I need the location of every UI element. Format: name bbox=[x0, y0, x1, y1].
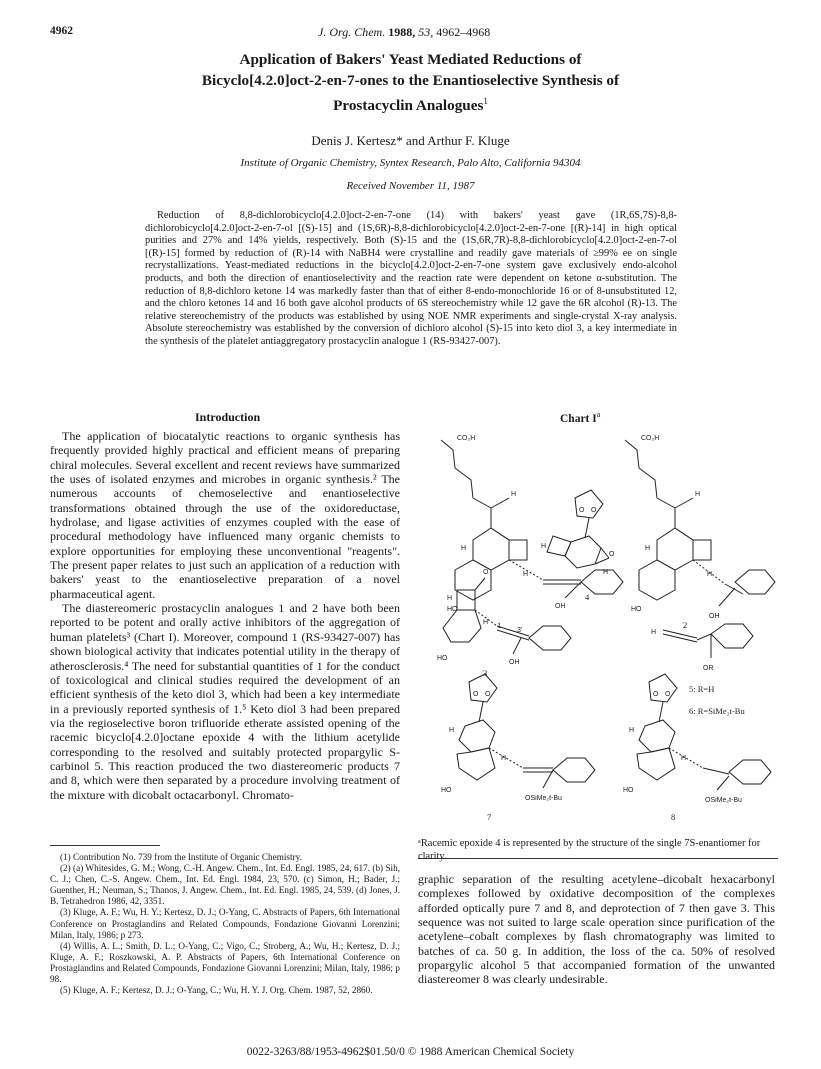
label-h-1b: H bbox=[461, 545, 467, 552]
label-h-7a: H bbox=[449, 727, 455, 734]
compound-number-6: 6: R=SiMe₂t-Bu bbox=[689, 706, 745, 716]
footnote-4: (4) Willis, A. L.; Smith, D. L.; O-Yang, C.; Vigo, C.; Stroberg, A.; Wu, H.; Kertesz, D. J.; Kluge, A. F.; Roszkowski, A. P. Abstracts of Papers, 6th International Conference on Prostaglandins and Related Compounds, Fondazione Giovanni Lorenzini; Milan, Italy, 1986; p 98. bbox=[50, 940, 400, 985]
compound-number-5: 5: R=H bbox=[689, 684, 715, 694]
intro-paragraph-2: The diastereomeric prostacyclin analogues 1 and 2 have both been reported to be potent and orally active inhibitors of the aggregation of human platelets³ (Chart I). Moreover, compound 1 (RS-93427-007) has shown biological activity that indicates potential utility in the therapy of atherosclerosis.⁴ The need for substantial quantities of 1 for the conduct of toxicological and clinical studies required the development of an efficient synthesis of the keto diol 3, which had been a key intermediate in a previously reported synthesis of 1.⁵ Keto diol 3 had been prepared via the regioselective boron trifluoride etherate assisted opening of the racemic bicyclo[4.2.0]octane epoxide 4 with the lithium acetylide corresponding to the resolved and suitably protected propargylic S-carbinol 5. This reaction produced the two diastereomeric products 7 and 8, which were then separated by a procedure involving treatment of the mixture with dicobalt octacarbonyl. Chromato- bbox=[50, 601, 400, 802]
label-ho-8: HO bbox=[623, 787, 634, 794]
label-ho-3: HO bbox=[437, 655, 448, 662]
title-line-2: Bicyclo[4.2.0]oct-2-en-7-ones to the Enantioselective Synthesis of bbox=[201, 72, 620, 89]
label-oh-2: OH bbox=[709, 613, 720, 620]
footnote-2: (2) (a) Whitesides, G. M.; Wong, C.-H. Angew. Chem., Int. Ed. Engl. 1985, 24, 617. (b) Sih, C. J.; Chen, C.-S. Angew. Chem., Int. Ed. Engl. 1984, 23, 570. (c) Simon, H.; Bader, J.; Guenther, H.; Neuman, S.; Thanos, J. Angew. Chem., Int. Ed. Engl. 1985, 24, 539. (d) Jones, J. B. Tetrahedron 1986, 42, 3351. bbox=[50, 863, 400, 907]
label-osi-8: OSiMe₂t-Bu bbox=[705, 797, 742, 804]
journal-pages: 4962–4968 bbox=[436, 25, 491, 39]
label-h-7b: H bbox=[501, 755, 507, 762]
structure-2 bbox=[625, 440, 775, 606]
compound-number-8: 8 bbox=[671, 812, 676, 822]
label-o-7a: O bbox=[473, 691, 479, 698]
footnote-divider bbox=[50, 845, 160, 846]
title-line-1: Application of Bakers' Yeast Mediated Reductions of bbox=[239, 51, 582, 68]
footnote-3: (3) Kluge, A. F.; Wu, H. Y.; Kertesz, D. J.; O-Yang, C. Abstracts of Papers, 6th International Conference on Prostaglandins and Related Compounds, Fondazione Giovanni Lorenzini; Milan, Italy, 1986; p 273. bbox=[50, 907, 400, 940]
label-o-7b: O bbox=[485, 691, 491, 698]
journal-volume: 53, bbox=[418, 25, 434, 39]
compound-number-1: 1 bbox=[497, 620, 502, 630]
label-h-4b: H bbox=[603, 569, 609, 576]
abstract: Reduction of 8,8-dichlorobicyclo[4.2.0]oct-2-en-7-one (14) with bakers' yeast gave (1R,6S,7S)-8,8-dichlorobicyclo[4.2.0]oct-2-en-7-ol [(S)-15] and (1S,6R)-8,8-dichlorobicyclo[4.2.0]oct-2-en-7-one [(R)-14] in high optical purities and 27% and 14% yields, respectively. Both (S)-15 and the (1S,6R,7R)-8,8-dichlorobicyclo[4.2.0]oct-2-en-7-ol [(R)-15] formed by reduction of (R)-14 with NaBH4 were crystalline and readily gave materials of ≥99% ee on single recrystallizations. Yeast-mediated reductions in the bicyclo[4.2.0]oct-2-en-7-one system gave exclusively endo-alcohol products, and both the direction of enantioselectivity and the reaction rate were dependent on ketone α-substitution. The reduction of 8,8-dichloro ketone 14 was markedly faster than that of either 8-endo-monochloride 16 or of 8-unsubstituted 12, and the chloro ketones 14 and 16 both gave alcohol products of 6S stereochemistry while 12 gave the 6R alcohol (R)-13. The relative stereochemistry of the products was established by using NOE NMR experiments and single-crystal X-ray analysis. Absolute stereochemistry was established by the conversion of dichloro alcohol (S)-15 into keto diol 3, a key intermediate in the synthesis of the platelet antiaggregatory prostacyclin analogue 1 (RS-93427-007). bbox=[145, 210, 677, 347]
footnote-5: (5) Kluge, A. F.; Kertesz, D. J.; O-Yang, C.; Wu, H. Y. J. Org. Chem. 1987, 52, 2860. bbox=[60, 985, 373, 996]
label-oh-3: OH bbox=[509, 659, 520, 666]
article-title bbox=[90, 49, 731, 116]
title-footnote-ref: 1 bbox=[483, 96, 488, 106]
received-date: Received November 11, 1987 bbox=[346, 180, 475, 192]
label-ho-1: HO bbox=[447, 606, 458, 613]
structure-4 bbox=[547, 490, 609, 568]
label-o-4c: O bbox=[609, 551, 615, 558]
label-co2h-1: CO₂H bbox=[457, 435, 476, 442]
label-h-2c: H bbox=[707, 571, 713, 578]
label-o-4a: O bbox=[579, 507, 585, 514]
chemical-structures-figure bbox=[413, 428, 783, 828]
journal-citation bbox=[318, 25, 490, 40]
page-number: 4962 bbox=[50, 25, 73, 37]
authors: Denis J. Kertesz* and Arthur F. Kluge bbox=[311, 133, 510, 148]
label-h-4a: H bbox=[541, 543, 547, 550]
journal-abbr: J. Org. Chem. bbox=[318, 25, 386, 39]
structure-1 bbox=[441, 440, 623, 600]
label-oh-1: OH bbox=[555, 603, 566, 610]
label-o-4b: O bbox=[591, 507, 597, 514]
chart-i-structures bbox=[413, 428, 783, 828]
chart-title bbox=[560, 410, 600, 425]
label-h-1a: H bbox=[511, 491, 517, 498]
structure-3 bbox=[443, 578, 571, 654]
affiliation: Institute of Organic Chemistry, Syntex Research, Palo Alto, California 94304 bbox=[240, 157, 581, 169]
chart-footnote: ᵃRacemic epoxide 4 is represented by the structure of the single 7S-enantiomer for clarity. bbox=[418, 838, 761, 862]
right-column-paragraph: graphic separation of the resulting acetylene–dicobalt hexacarbonyl complexes followed by oxidative decomposition of the complexes afforded optically pure 7 and 8, and deprotection of 7 then gave 3. This sequence was not suited to large scale operation since purification of the acetylene–cobalt complexes by flash chromatography was limited to batches of ca. 50 g. In addition, the loss of the ca. 50% of resolved propargylic alcohol 5 that accompanied formation of the unwanted diastereomer 8 was clearly undesirable. bbox=[418, 872, 775, 987]
structure-5-6 bbox=[663, 624, 753, 658]
label-h-8a: H bbox=[629, 727, 635, 734]
label-or: OR bbox=[703, 665, 714, 672]
right-column-body bbox=[418, 872, 775, 987]
compound-number-3: 3 bbox=[483, 668, 488, 678]
section-heading-introduction: Introduction bbox=[195, 410, 261, 424]
compound-number-4: 4 bbox=[585, 592, 590, 602]
intro-paragraph-1: The application of biocatalytic reactions to organic synthesis has frequently provided highly practical and efficient means of preparing chiral molecules. Several excellent and recent reviews have summarized the uses of isolated enzymes and microbes in organic synthesis.² The numerous accounts of chemoselective and enantioselective transformations obtained through the use of the oxidoreductase, hydrolase, and ligase activities of enzymes coupled with the ease of procedural methodology have influenced many organic chemists to explore opportunities for employing these unconventional "reagents". The present paper relates to just such an application of a reduction with bakers' yeast to the enantioselective preparation of a novel pharmaceutical agent. bbox=[50, 429, 400, 601]
chart-divider bbox=[418, 858, 778, 859]
label-h-5: H bbox=[651, 629, 657, 636]
label-h-2a: H bbox=[695, 491, 701, 498]
footnote-1: (1) Contribution No. 739 from the Institute of Organic Chemistry. bbox=[60, 852, 302, 862]
label-h-8b: H bbox=[681, 755, 687, 762]
label-ho-7: HO bbox=[441, 787, 452, 794]
chart-title-sup: a bbox=[596, 410, 601, 419]
label-co2h-2: CO₂H bbox=[641, 435, 660, 442]
journal-year: 1988, bbox=[388, 25, 416, 39]
title-line-3-wrap bbox=[90, 91, 731, 116]
label-ho-2: HO bbox=[631, 606, 642, 613]
label-o-8b: O bbox=[665, 691, 671, 698]
chart-title-text: Chart I bbox=[560, 412, 597, 425]
label-h-3b: H bbox=[483, 619, 489, 626]
label-h-1c: H bbox=[523, 571, 529, 578]
label-3prime: 3' bbox=[517, 627, 523, 634]
label-osi-7: OSiMe₂t-Bu bbox=[525, 795, 562, 802]
label-h-3a: H bbox=[447, 595, 453, 602]
compound-number-2: 2 bbox=[683, 620, 688, 630]
copyright-footer: 0022-3263/88/1953-4962$01.50/0 © 1988 American Chemical Society bbox=[246, 1046, 575, 1058]
compound-number-7: 7 bbox=[487, 812, 492, 822]
introduction-body bbox=[50, 429, 400, 802]
label-o-8a: O bbox=[653, 691, 659, 698]
label-o-3: O bbox=[483, 569, 489, 576]
title-line-3: Prostacyclin Analogues bbox=[333, 97, 484, 115]
footnotes bbox=[50, 852, 400, 996]
label-h-2b: H bbox=[645, 545, 651, 552]
